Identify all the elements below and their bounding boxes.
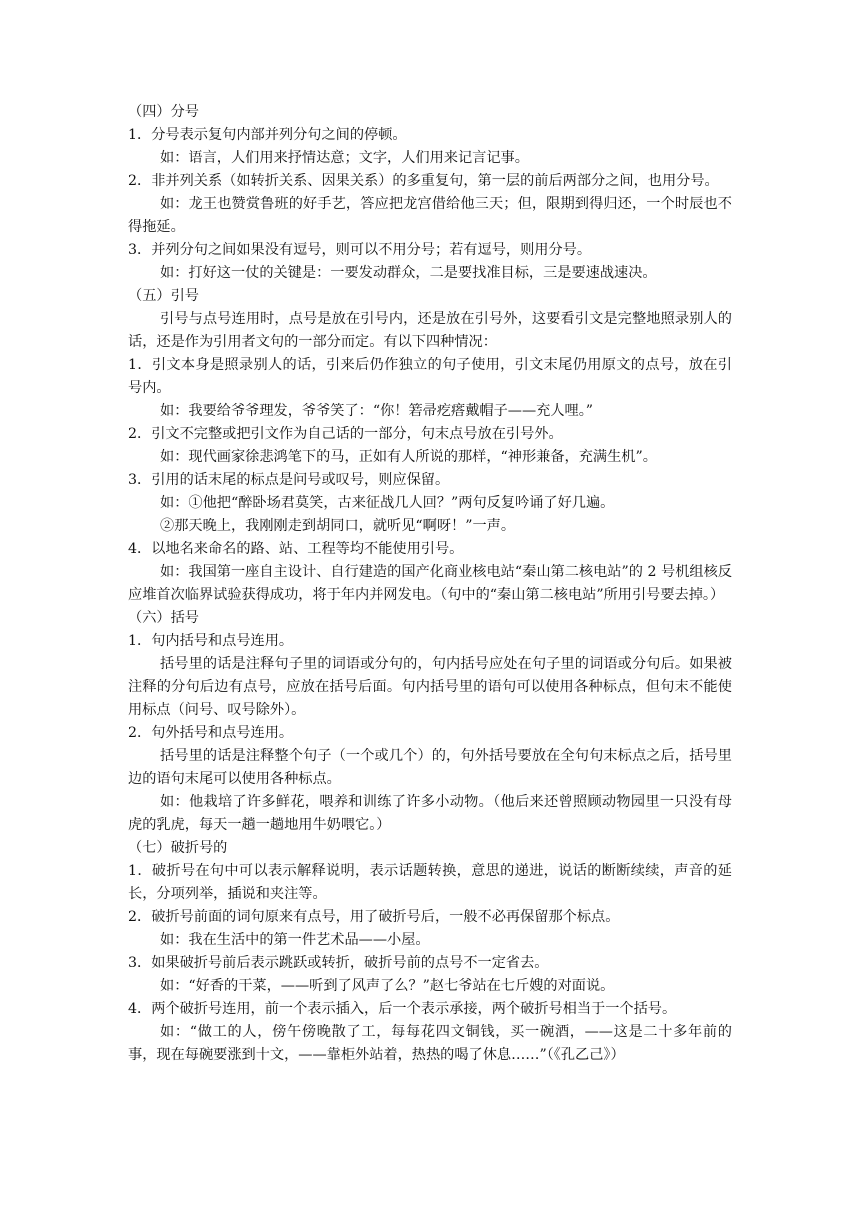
rule-dash-2: 2．破折号前面的词句原来有点号，用了破折号后，一般不必再保留那个标点。 — [128, 909, 620, 925]
example-quotation-1: 如：我要给爷爷理发，爷爷笑了：“你！箬帚疙瘩戴帽子——充人哩。” — [160, 403, 594, 419]
rule-semicolon-2: 2．非并列关系（如转折关系、因果关系）的多重复句，第一层的前后两部分之间，也用分号。 — [128, 173, 719, 189]
section-heading-semicolon: （四）分号 — [128, 104, 199, 120]
rule-quotation-1: 1．引文本身是照录别人的话，引来后仍作独立的句子使用，引文末尾仍用原文的点号，放在引号内。 — [128, 357, 732, 396]
rule-quotation-3: 3．引用的话末尾的标点是问号或叹号，则应保留。 — [128, 472, 450, 488]
rule-dash-3: 3．如果破折号前后表示跳跃或转折，破折号前的点号不一定省去。 — [128, 955, 549, 971]
rule-brackets-2: 2．句外括号和点号连用。 — [128, 725, 294, 741]
rule-quotation-2: 2．引文不完整或把引文作为自己话的一部分，句末点号放在引号外。 — [128, 426, 563, 442]
example-semicolon-1: 如：语言，人们用来抒情达意；文字，人们用来记言记事。 — [160, 150, 529, 166]
rule-quotation-4: 4．以地名来命名的路、站、工程等均不能使用引号。 — [128, 541, 464, 557]
intro-quotation-marks: 引号与点号连用时，点号是放在引号内，还是放在引号外，这要看引文是完整地照录别人的话，还是作为引用者文句的一部分而定。有以下四种情况： — [128, 311, 732, 350]
body-brackets-1: 括号里的话是注释句子里的词语或分句的，句内括号应处在句子里的词语或分句后。如果被注释的分句后边有点号，应放在括号后面。句内括号里的语句可以使用各种标点，但句末不能使用标点（问号、叹号除外）。 — [128, 656, 732, 718]
example-quotation-3a: 如：①他把“醉卧场君莫笑，古来征战几人回？”两句反复吟诵了好几遍。 — [160, 495, 615, 511]
example-dash-2: 如：我在生活中的第一件艺术品——小屋。 — [160, 932, 430, 948]
rule-dash-1: 1．破折号在句中可以表示解释说明，表示话题转换，意思的递进，说话的断断续续，声音的延长，分项列举，插说和夹注等。 — [128, 863, 732, 902]
example-quotation-2: 如：现代画家徐悲鸿笔下的马，正如有人所说的那样，“神形兼备，充满生机”。 — [160, 449, 657, 465]
section-heading-dash: （七）破折号的 — [128, 840, 228, 856]
example-brackets-2: 如：他栽培了许多鲜花，喂养和训练了许多小动物。（他后来还曾照顾动物园里一只没有母虎的乳虎，每天一趟一趟地用牛奶喂它。） — [128, 794, 732, 833]
rule-dash-4: 4．两个破折号连用，前一个表示插入，后一个表示承接，两个破折号相当于一个括号。 — [128, 1001, 677, 1017]
example-semicolon-2: 如：龙王也赞赏鲁班的好手艺，答应把龙宫借给他三天；但，限期到得归还，一个时辰也不得拖延。 — [128, 196, 732, 235]
example-quotation-4: 如：我国第一座自主设计、自行建造的国产化商业核电站“秦山第二核电站”的 2 号机组核反应堆首次临界试验获得成功，将于年内并网发电。（句中的“秦山第二核电站”所用引号要去掉。） — [128, 564, 732, 603]
section-heading-brackets: （六）括号 — [128, 610, 199, 626]
example-dash-4: 如：“做工的人，傍午傍晚散了工，每每花四文铜钱，买一碗酒，——这是二十多年前的事，现在每碗要涨到十文，——靠柜外站着，热热的喝了休息……”（《孔乙己》） — [128, 1024, 732, 1063]
example-dash-3: 如：“好香的干菜，——听到了风声了么？”赵七爷站在七斤嫂的对面说。 — [160, 978, 615, 994]
example-quotation-3b: ②那天晚上，我刚刚走到胡同口，就听见“啊呀！”一声。 — [160, 518, 516, 534]
example-semicolon-3: 如：打好这一仗的关键是：一要发动群众，二是要找准目标，三是要速战速决。 — [160, 265, 657, 281]
document-page — [128, 101, 732, 1067]
section-heading-quotation-marks: （五）引号 — [128, 288, 199, 304]
rule-brackets-1: 1．句内括号和点号连用。 — [128, 633, 294, 649]
rule-semicolon-1: 1．分号表示复句内部并列分句之间的停顿。 — [128, 127, 407, 143]
rule-semicolon-3: 3．并列分句之间如果没有逗号，则可以不用分号；若有逗号，则用分号。 — [128, 242, 592, 258]
body-brackets-2: 括号里的话是注释整个句子（一个或几个）的，句外括号要放在全句句末标点之后，括号里边的语句末尾可以使用各种标点。 — [128, 748, 732, 787]
